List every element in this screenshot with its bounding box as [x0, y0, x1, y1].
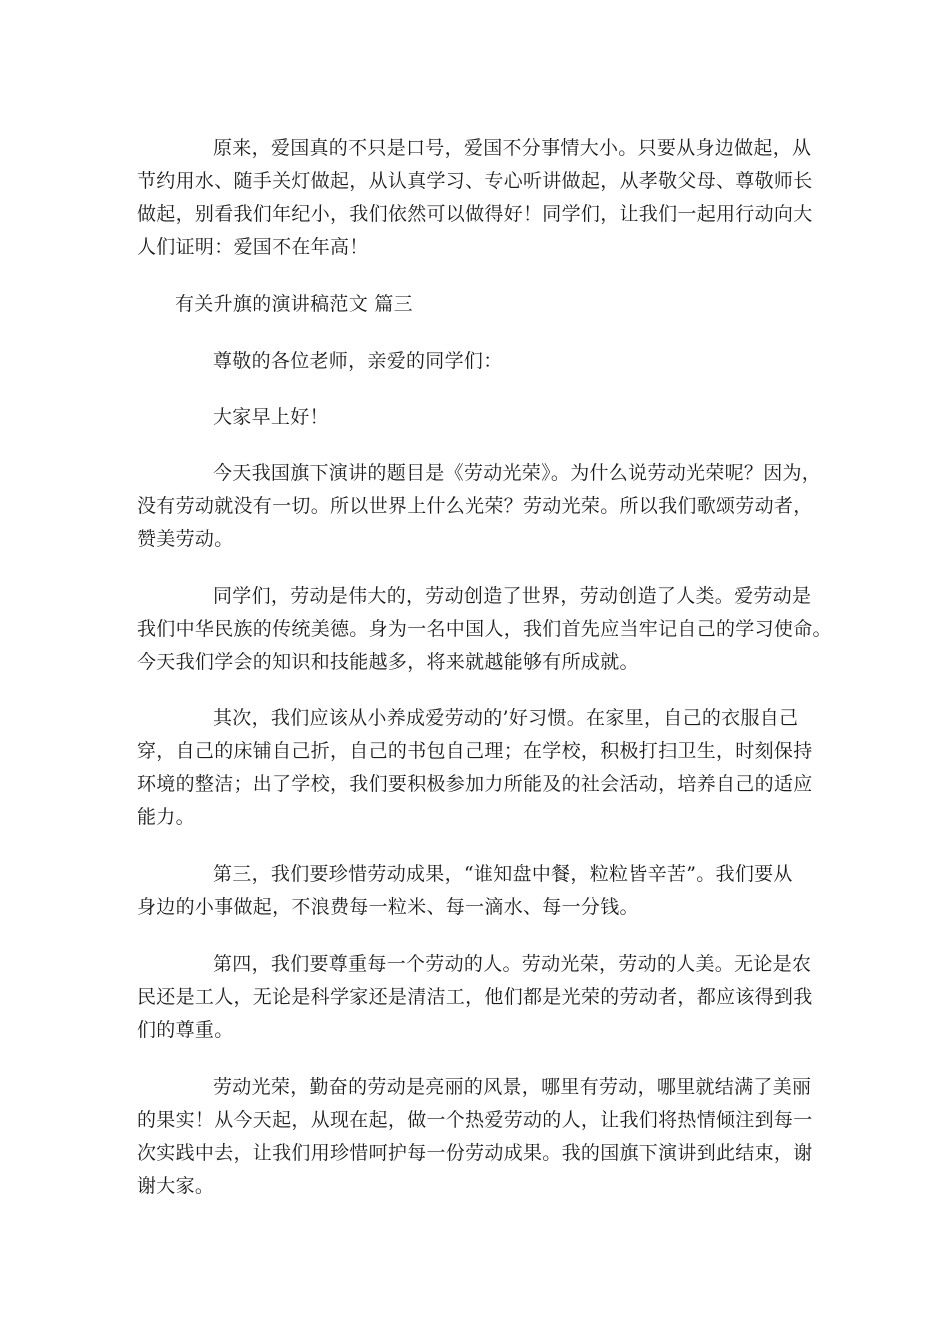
- paragraph-4-line-2: 身边的小事做起，不浪费每一粒米、每一滴水、每一分钱。: [137, 896, 639, 918]
- paragraph-2-line-3: 今天我们学会的知识和技能越多，将来就越能够有所成就。: [137, 651, 639, 673]
- paragraph-5-line-1: 第四，我们要尊重每一个劳动的人。劳动光荣，劳动的人美。无论是农: [213, 953, 812, 975]
- paragraph-6-line-2: 的果实！从今天起，从现在起，做一个热爱劳动的人，让我们将热情倾注到每一: [137, 1109, 813, 1131]
- paragraph-3-line-2: 穿，自己的床铺自己折，自己的书包自己理；在学校，积极打扫卫生，时刻保持: [137, 740, 813, 762]
- paragraph-6-line-3: 次实践中去，让我们用珍惜呵护每一份劳动成果。我的国旗下演讲到此结束，谢: [137, 1142, 813, 1164]
- salutation: 尊敬的各位老师，亲爱的同学们：: [213, 350, 503, 372]
- paragraph-1-line-2: 没有劳动就没有一切。所以世界上什么光荣？劳动光荣。所以我们歌颂劳动者，: [137, 495, 813, 517]
- paragraph-3-line-3: 环境的整洁；出了学校，我们要积极参加力所能及的社会活动，培养自己的适应: [137, 773, 813, 795]
- paragraph-6-line-4: 谢大家。: [137, 1175, 215, 1197]
- paragraph-1-line-1: 今天我国旗下演讲的题目是《劳动光荣》。为什么说劳动光荣呢？因为，: [213, 462, 822, 484]
- paragraph-1-line-3: 赞美劳动。: [137, 528, 234, 550]
- paragraph-6-line-1: 劳动光荣，勤奋的劳动是亮丽的风景，哪里有劳动，哪里就结满了美丽: [213, 1076, 812, 1098]
- paragraph-2-line-1: 同学们，劳动是伟大的，劳动创造了世界，劳动创造了人类。爱劳动是: [213, 585, 812, 607]
- paragraph-2-line-2: 我们中华民族的传统美德。身为一名中国人，我们首先应当牢记自己的学习使命。: [137, 618, 832, 640]
- greeting: 大家早上好！: [213, 406, 329, 428]
- paragraph-3-line-1: 其次，我们应该从小养成爱劳动的’好习惯。在家里，自己的衣服自己: [213, 707, 799, 729]
- paragraph-4-line-1: 第三，我们要珍惜劳动成果，“谁知盘中餐，粒粒皆辛苦”。我们要从: [213, 863, 793, 885]
- intro-line-4: 人们证明：爱国不在年高！: [137, 236, 369, 258]
- section-heading: 有关升旗的演讲稿范文 篇三: [175, 293, 413, 315]
- paragraph-5-line-3: 们的尊重。: [137, 1019, 234, 1041]
- paragraph-5-line-2: 民还是工人，无论是科学家还是清洁工，他们都是光荣的劳动者，都应该得到我: [137, 986, 813, 1008]
- intro-line-2: 节约用水、随手关灯做起，从认真学习、专心听讲做起，从孝敬父母、尊敬师长: [137, 170, 813, 192]
- intro-line-1: 原来，爱国真的不只是口号，爱国不分事情大小。只要从身边做起，从: [213, 137, 812, 159]
- intro-line-3: 做起，别看我们年纪小，我们依然可以做得好！同学们，让我们一起用行动向大: [137, 203, 813, 225]
- paragraph-3-line-4: 能力。: [137, 806, 195, 828]
